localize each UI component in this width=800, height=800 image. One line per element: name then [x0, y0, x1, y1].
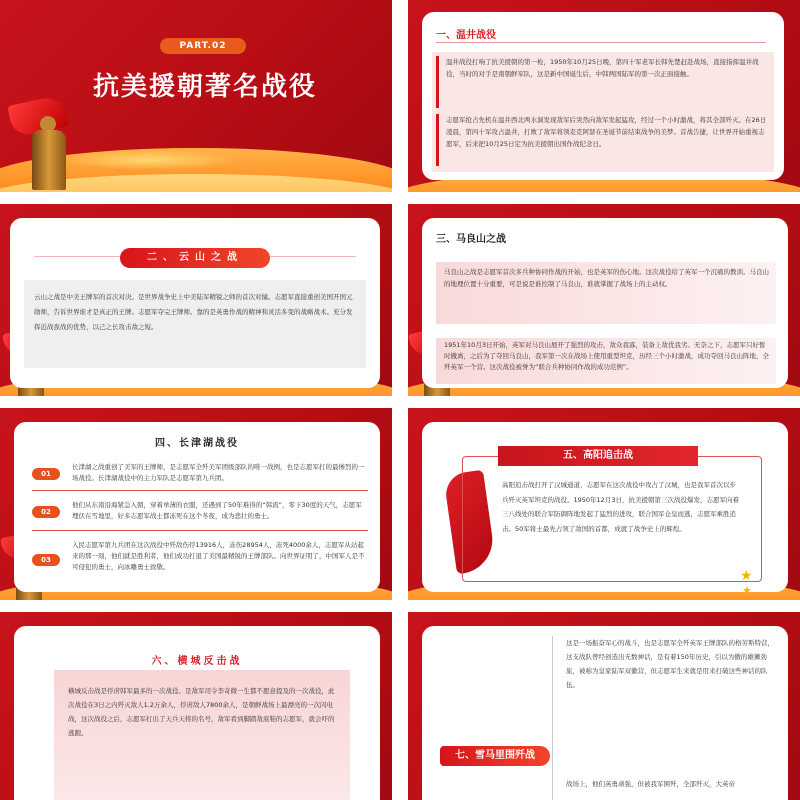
soldier-statue-icon — [10, 100, 90, 190]
section-heading: 二、云山之战 — [120, 248, 270, 268]
section-heading: 七、雪马里围歼战 — [440, 746, 550, 766]
content-card — [10, 218, 380, 388]
slide-title — [0, 0, 392, 192]
star-icon: ★ — [740, 568, 753, 584]
divider — [436, 42, 766, 43]
paragraph: 这是一场振奋军心的战斗，也是志愿军全歼英军王牌部队的格劳斯特营，这支战队曾经创造出无数神话，是有着150年历史，引以为傲的雄狮劲旅，被称为皇家陆军双徽营，但志愿军生来就是用来打破这些神话的队伍。 — [566, 639, 774, 689]
paragraph: 马良山之战是志愿军首次多兵种协同作战的开始，也是英军的伤心地。这次战役给了英军一个沉痛的教训。马良山的地理位置十分重要，可是说是谁控制了马良山，谁就掌握了战场上的主动权。 — [444, 268, 769, 288]
content-card — [14, 626, 380, 800]
paragraph: 1951年10月3日开始，英军对马良山展开了强烈的攻击，敌众我寡，装备上敌优我劣。无奈之下，志愿军只好暂时撤离，之后为了夺回马良山，我军第一次在战场上使用重型坦克，历经三个小时激战，成功夺回马良山阵地，全歼英军一个营。这次战役被誉为“联合兵种协同作战的成功范例”。 — [444, 341, 769, 371]
paragraph: 横城反击战是俘虏韩军最多的一次战役。是敌军司令李奇微一生都不愿意提及的一次战役，此次战役在3日之内歼灭敌人1.2万余人，俘虏敌人7800余人，是朝鲜战场上最漂亮的一次闪电战，这次战役之后，志愿军打出了天兵天将的名号，敌军看到脚踏敌底鞋的志愿军，就会吓的逃跑。 — [68, 687, 335, 737]
content-card — [422, 422, 788, 597]
section-heading: 六、横城反击战 — [151, 656, 243, 667]
slide-xuemali — [408, 612, 800, 800]
section-heading: 三、马良山之战 — [436, 234, 506, 245]
slide-wenjing — [408, 0, 800, 192]
divider — [32, 530, 368, 531]
paragraph: 战场上，他们英勇顽强，但被我军围歼，全部歼灭，大英帝 — [566, 780, 735, 788]
slide-changjinhu — [0, 408, 392, 600]
item-number-badge: 01 — [32, 468, 60, 480]
content-card — [14, 422, 380, 592]
list-item-text: 长津湖之战重创了美军的王牌师，是志愿军全歼美军团级部队的唯一战例，也是志愿军打的最惨烈的一场战役。长津湖战役中的主力军队是志愿军第九兵团。 — [72, 463, 365, 482]
section-heading: 四、长津湖战役 — [155, 438, 239, 449]
paragraph: 温井战役打响了抗美援朝的第一枪，1950年10月25日晚，第四十军老军长韩先楚赶赴战场，直接指挥温井战役，当时的对手是南朝鲜军队，这是新中国诞生后，中韩两国陆军的第一次正面接触。 — [446, 58, 759, 78]
item-number-badge: 02 — [32, 506, 60, 518]
item-number-badge: 03 — [32, 554, 60, 566]
divider — [32, 490, 368, 491]
content-card — [422, 12, 784, 180]
page-title: 抗美援朝著名战役 — [92, 72, 317, 102]
slide-maliangshan — [408, 204, 800, 396]
slide-yunshan — [0, 204, 392, 396]
star-icon: ★ — [742, 584, 752, 597]
part-badge: PART.02 — [160, 38, 246, 54]
content-card — [422, 218, 788, 388]
paragraph: 高阳追击战打开了汉城通道，志愿军在这次战役中攻占了汉城，也是我军首次以步兵歼灭英军坦克的战役。1950年12月3日，抗美援朝第三次战役爆发，志愿军向着三八线处的联合军防御阵地发起了猛烈的进攻，联合国军仓皇而逃，志愿军乘胜追击。50军将士最先占领了敌国的首都，成就了战争史上的辉煌。 — [502, 481, 739, 533]
vertical-rule — [552, 636, 553, 800]
bullet-marker — [436, 56, 439, 108]
slide-hengcheng — [0, 612, 392, 800]
list-item-text: 入民志愿军第九兵团在这次战役中歼敌伤俘13916人，冻伤28954人，冻死4000余人，志愿军从站起来的那一刻，他们就是胜利者，他们成功打退了美国最精锐的王牌部队。向世界证明了，中国军人是不可侵犯的勇士，向冰雕勇士致敬。 — [72, 541, 365, 571]
section-heading: 一、温井战役 — [436, 30, 496, 41]
content-card — [422, 626, 788, 800]
slide-gaoyang — [408, 408, 800, 600]
paragraph: 云山之战是中美王牌军的首次对决。是世界战争史上中美陆军精锐之师的首次对撞。志愿军直接重创美国开国元勋师，告诉世界谁才是真正的王牌。志愿军夺完王牌师。靠的是英勇作战的精神和灵活多变的战略战术。充分发挥近战夜战的优势，以己之长攻击敌之短。 — [34, 293, 353, 331]
paragraph: 志愿军抢占先机在温井西北两水洞发现敌军后突然向敌军发起猛攻，经过一个小时激战，将其全部歼灭。在26日凌晨，第四十军攻占温井，打败了敌军将领麦克阿瑟在圣诞节前结束战争的美梦。首战告捷，让世界开始重视志愿军，后来把10月25日定为抗美援朝出国作战纪念日。 — [446, 116, 767, 148]
bullet-marker — [436, 114, 439, 166]
list-item-text: 他们从东南沿海紧急入朝，穿着单薄的衣服，还遇到了50年难得的“韩流”，零下30度的天气，志愿军埋伏在雪地里，好多志愿军战士都冻死在这个冬夜，成为悲壮的勇士。 — [72, 501, 362, 520]
section-heading: 五、高阳追击战 — [498, 446, 698, 466]
